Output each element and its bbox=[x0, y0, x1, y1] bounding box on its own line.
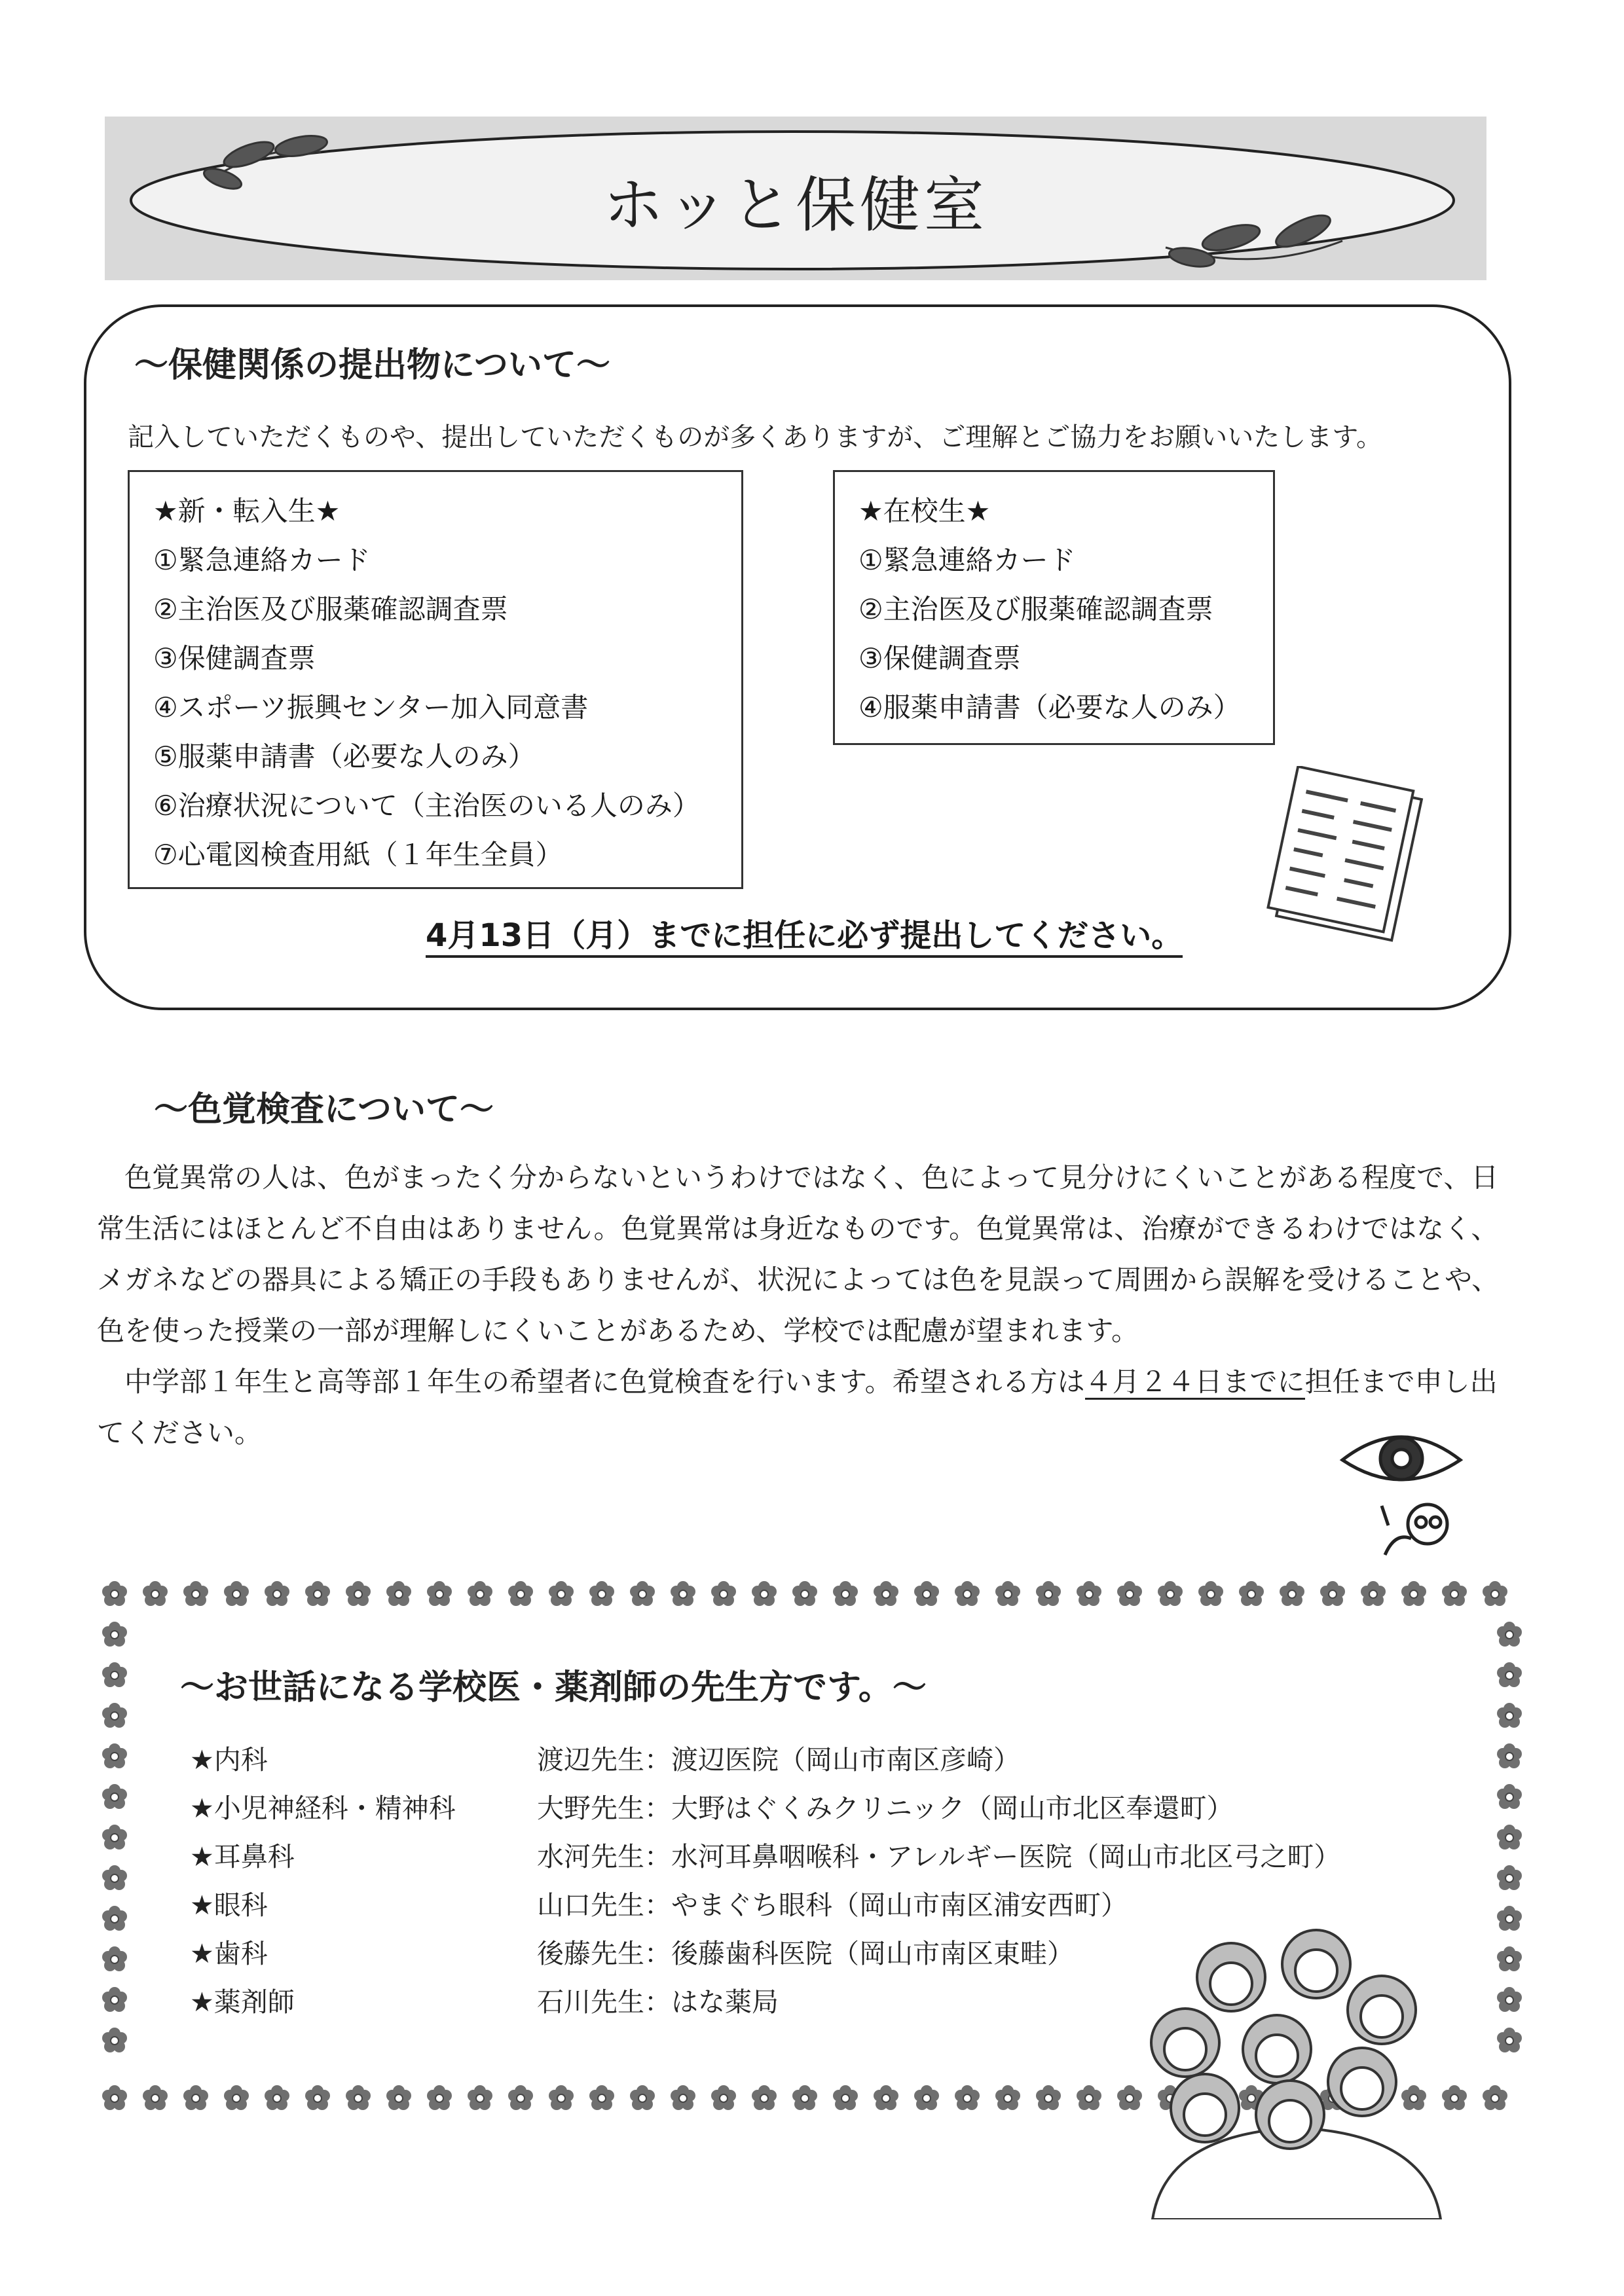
flower-icon bbox=[1497, 1703, 1522, 1728]
flower-icon bbox=[1077, 2085, 1101, 2110]
flower-icon bbox=[1497, 1987, 1522, 2012]
flower-icon bbox=[143, 1581, 168, 1606]
documents-icon bbox=[1264, 766, 1434, 949]
flower-icon bbox=[833, 2085, 858, 2110]
doctor-info: 石川先生：はな薬局 bbox=[537, 1986, 779, 2018]
specialty-label: ★内科 bbox=[190, 1744, 268, 1776]
flower-icon bbox=[1117, 1581, 1142, 1606]
current-students-list bbox=[833, 470, 1275, 745]
list-item: ①緊急連絡カード bbox=[153, 544, 371, 576]
flower-icon bbox=[386, 2085, 411, 2110]
color-vision-paragraph: 色覚異常の人は、色がまったく分からないというわけではなく、色によって見分けにくいことがある程度で、日常生活にはほとんど不自由はありません。色覚異常は身近なものです。色覚異常は、治療ができるわけではなく、メガネなどの器具による矯正の手段もありませんが、状況によっては色を見誤って周囲から誤解を受けることや、色を使った授業の一部が理解しにくいことがあるため、学校では配慮が望まれます。 bbox=[97, 1161, 1500, 1347]
flower-icon bbox=[833, 1581, 858, 1606]
flower-icon bbox=[995, 2085, 1020, 2110]
flower-icon bbox=[589, 2085, 614, 2110]
color-vision-title: ～色覚検査について～ bbox=[154, 1090, 494, 1129]
flower-icon bbox=[711, 2085, 736, 2110]
specialty-label: ★小児神経科・精神科 bbox=[190, 1793, 456, 1824]
list-item: ②主治医及び服薬確認調査票 bbox=[153, 593, 508, 625]
flower-icon bbox=[305, 1581, 330, 1606]
flower-icon bbox=[671, 1581, 695, 1606]
flower-icon bbox=[1497, 1662, 1522, 1687]
flower-icon bbox=[1320, 1581, 1345, 1606]
flower-icon bbox=[346, 1581, 371, 1606]
flower-icon bbox=[102, 2085, 127, 2110]
flower-icon bbox=[874, 1581, 898, 1606]
doctors-group-icon bbox=[1126, 1918, 1467, 2219]
flower-icon bbox=[102, 1987, 127, 2012]
flower-icon bbox=[102, 1906, 127, 1931]
list-item: ①緊急連絡カード bbox=[858, 544, 1076, 576]
flower-icon bbox=[549, 1581, 574, 1606]
flower-icon bbox=[224, 1581, 249, 1606]
flower-icon bbox=[102, 2028, 127, 2052]
submission-title: ～保健関係の提出物について～ bbox=[134, 346, 610, 385]
flower-icon bbox=[386, 1581, 411, 1606]
flower-icon bbox=[427, 2085, 452, 2110]
flower-icon bbox=[955, 1581, 980, 1606]
list-item: ⑤服薬申請書（必要な人のみ） bbox=[153, 740, 536, 773]
flower-icon bbox=[102, 1865, 127, 1890]
new-students-list bbox=[128, 470, 743, 889]
flower-icon bbox=[102, 1825, 127, 1850]
flower-icon bbox=[1442, 1581, 1467, 1606]
flower-icon bbox=[1497, 1743, 1522, 1768]
flower-icon bbox=[102, 1946, 127, 1971]
specialty-label: ★薬剤師 bbox=[190, 1986, 295, 2018]
flower-icon bbox=[955, 2085, 980, 2110]
flower-icon bbox=[1158, 1581, 1183, 1606]
flower-icon bbox=[1198, 1581, 1223, 1606]
flower-icon bbox=[549, 2085, 574, 2110]
flower-icon bbox=[1497, 1622, 1522, 1647]
list-item: ④服薬申請書（必要な人のみ） bbox=[858, 691, 1241, 723]
flower-icon bbox=[914, 2085, 939, 2110]
flower-icon bbox=[1401, 1581, 1426, 1606]
flower-icon bbox=[265, 1581, 289, 1606]
specialty-label: ★眼科 bbox=[190, 1889, 268, 1921]
doctors-title: ～お世話になる学校医・薬剤師の先生方です。～ bbox=[180, 1668, 927, 1707]
flower-icon bbox=[265, 2085, 289, 2110]
flower-icon bbox=[1483, 2085, 1507, 2110]
flower-icon bbox=[1497, 1906, 1522, 1931]
flower-icon bbox=[752, 2085, 777, 2110]
doctor-info: 大野先生：大野はぐくみクリニック（岡山市北区奉還町） bbox=[537, 1793, 1234, 1824]
flower-icon bbox=[1239, 1581, 1264, 1606]
flower-icon bbox=[468, 1581, 492, 1606]
flower-icon bbox=[914, 1581, 939, 1606]
list-item: ②主治医及び服薬確認調査票 bbox=[858, 593, 1213, 625]
paragraph-text: 中学部１年生と高等部１年生の希望者に色覚検査を行います。希望される方は bbox=[124, 1366, 1085, 1398]
flower-icon bbox=[102, 1581, 127, 1606]
flower-icon bbox=[102, 1784, 127, 1809]
flower-icon bbox=[427, 1581, 452, 1606]
flower-icon bbox=[346, 2085, 371, 2110]
specialty-label: ★歯科 bbox=[190, 1938, 268, 1969]
list-item: ③保健調査票 bbox=[858, 642, 1021, 674]
list-item: ④スポーツ振興センター加入同意書 bbox=[153, 691, 589, 723]
flower-icon bbox=[468, 2085, 492, 2110]
flower-icon bbox=[792, 2085, 817, 2110]
flower-icon bbox=[1497, 1784, 1522, 1809]
submission-intro: 記入していただくものや、提出していただくものが多くありますが、ご理解とご協力をお願いいたします。 bbox=[128, 422, 1382, 452]
flower-icon bbox=[305, 2085, 330, 2110]
flower-icon bbox=[1077, 1581, 1101, 1606]
flower-icon bbox=[874, 2085, 898, 2110]
flower-icon bbox=[671, 2085, 695, 2110]
flower-icon bbox=[711, 1581, 736, 1606]
list-heading: ★新・転入生★ bbox=[153, 495, 341, 527]
flower-icon bbox=[1497, 2028, 1522, 2052]
doctor-info: 渡辺先生：渡辺医院（岡山市南区彦崎） bbox=[537, 1744, 1020, 1776]
list-item: ③保健調査票 bbox=[153, 642, 316, 674]
flower-icon bbox=[630, 1581, 655, 1606]
submission-deadline: 4月13日（月）までに担任に必ず提出してください。 bbox=[426, 910, 1183, 958]
flower-icon bbox=[102, 1622, 127, 1647]
flower-icon bbox=[102, 1743, 127, 1768]
flower-icon bbox=[1497, 1865, 1522, 1890]
flower-icon bbox=[752, 1581, 777, 1606]
flower-icon bbox=[589, 1581, 614, 1606]
flower-icon bbox=[1036, 1581, 1061, 1606]
eye-character-icon bbox=[1336, 1414, 1467, 1558]
flower-icon bbox=[183, 2085, 208, 2110]
flower-icon bbox=[630, 2085, 655, 2110]
exam-deadline: ４月２４日までに bbox=[1085, 1366, 1305, 1400]
flower-icon bbox=[995, 1581, 1020, 1606]
list-item: ⑥治療状況について（主治医のいる人のみ） bbox=[153, 790, 700, 822]
flower-icon bbox=[224, 2085, 249, 2110]
doctor-info: 後藤先生：後藤歯科医院（岡山市南区東畦） bbox=[537, 1938, 1074, 1969]
flower-icon bbox=[102, 1662, 127, 1687]
flower-icon bbox=[1361, 1581, 1386, 1606]
flower-icon bbox=[1497, 1946, 1522, 1971]
specialty-label: ★耳鼻科 bbox=[190, 1841, 295, 1872]
flower-icon bbox=[508, 2085, 533, 2110]
list-item: ⑦心電図検査用紙（１年生全員） bbox=[153, 839, 563, 871]
flower-icon bbox=[1280, 1581, 1304, 1606]
list-heading: ★在校生★ bbox=[858, 495, 991, 527]
flower-icon bbox=[1483, 1581, 1507, 1606]
paragraph-text: 担任まで申し出てください。 bbox=[97, 1366, 1498, 1449]
doctor-info: 水河先生：水河耳鼻咽喉科・アレルギー医院（岡山市北区弓之町） bbox=[537, 1841, 1341, 1872]
flower-icon bbox=[1497, 1825, 1522, 1850]
flower-icon bbox=[102, 1703, 127, 1728]
header-banner bbox=[105, 117, 1486, 280]
flower-icon bbox=[792, 1581, 817, 1606]
doctor-info: 山口先生：やまぐち眼科（岡山市南区浦安西町） bbox=[537, 1889, 1128, 1921]
flower-icon bbox=[143, 2085, 168, 2110]
flower-icon bbox=[508, 1581, 533, 1606]
flower-icon bbox=[1036, 2085, 1061, 2110]
color-vision-paragraph-2 bbox=[97, 1357, 1511, 1459]
page-title: ホッと保健室 bbox=[602, 170, 988, 240]
flower-icon bbox=[183, 1581, 208, 1606]
